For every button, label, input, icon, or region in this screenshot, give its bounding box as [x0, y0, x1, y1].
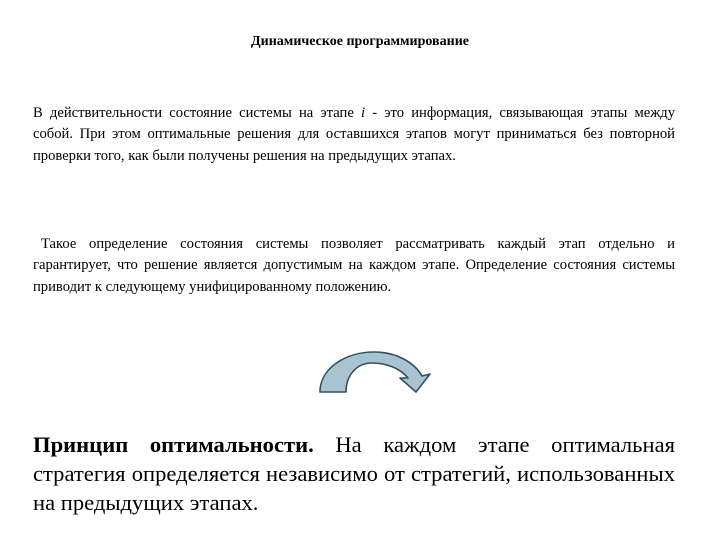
paragraph-state-definition — [33, 103, 675, 167]
optimality-principle — [33, 431, 675, 517]
paragraph-text-end: - это информация, связывающая этапы между собой. При этом оптимальные решения для оставшихся этапов могут приниматься без повторной проверки того, как были получены решения на предыдущих этапах. — [33, 105, 675, 164]
page-title: Динамическое программирование — [251, 34, 469, 49]
principle-text: На каждом этапе оптимальная стратегия определяется независимо от стратегий, использованных на предыдущих этапах. — [33, 432, 675, 515]
curved-arrow-shape — [320, 352, 430, 392]
principle-term: Принцип оптимальности. — [33, 432, 314, 457]
stage-variable: i — [361, 105, 366, 121]
paragraph-text-start: В действительности состояние системы на этапе — [33, 105, 361, 121]
paragraph-state-consequence: Такое определение состояния системы позволяет рассматривать каждый этап отдельно и гарантирует, что решение является допустимым на каждом этапе. Определение состояния системы приводит к следующему унифицированному положению. — [33, 236, 675, 295]
curved-arrow-icon — [312, 348, 434, 396]
